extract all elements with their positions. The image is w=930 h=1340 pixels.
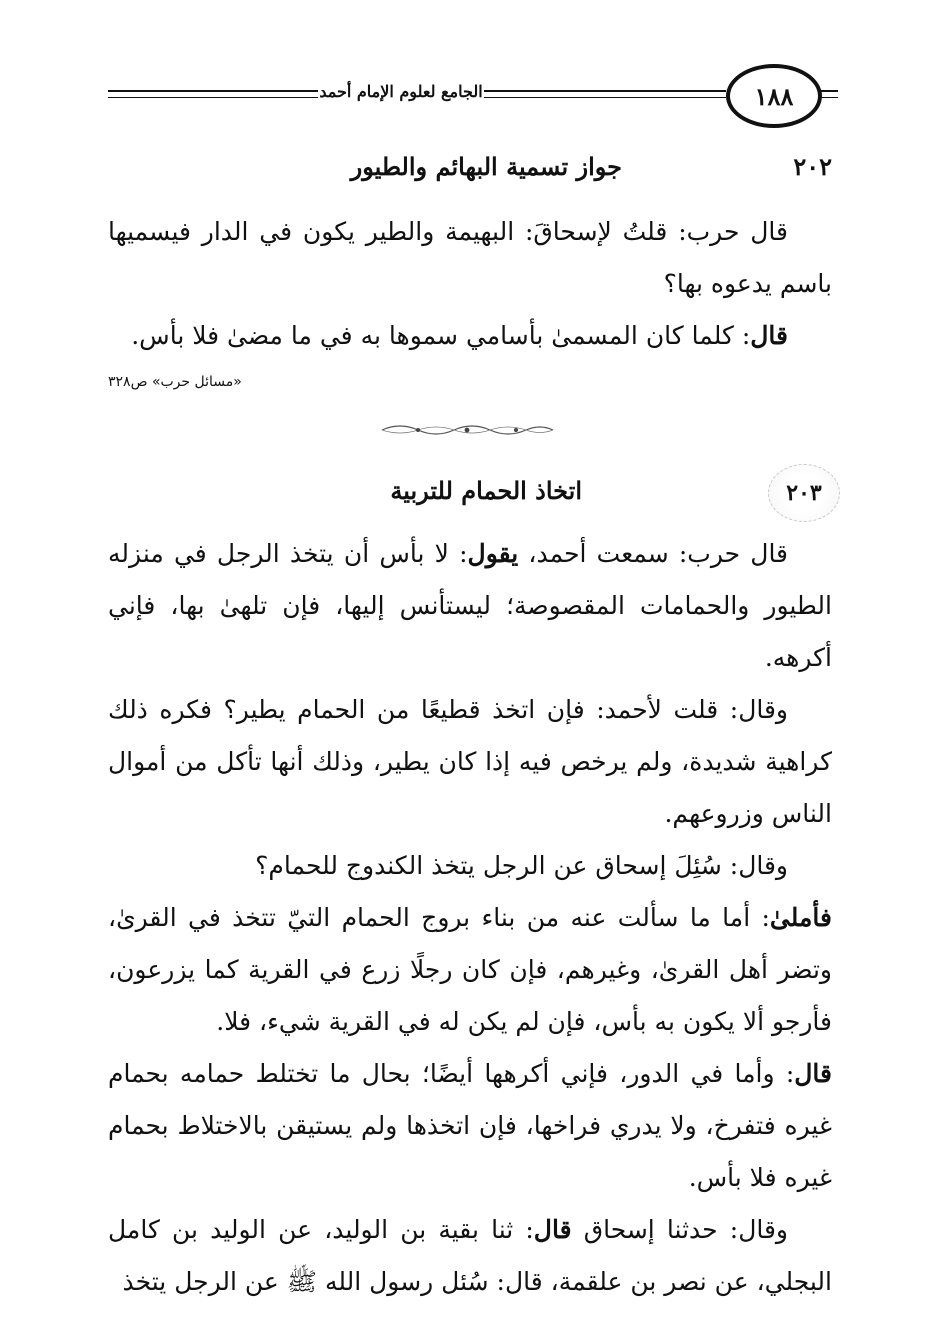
paragraph-text: : أما ما سألت عنه من بناء بروج الحمام التيّ تتخذ في القرىٰ، وتضر أهل القرىٰ، وغيرهم، فإن كان رجلًا زرع في القرية كما يزرعون، فأرجو ألا يكون به بأس، فإن لم يكن له في القرية شيء، فلا. <box>108 903 832 1036</box>
ornate-number-badge <box>768 464 840 522</box>
paragraph: وقال: قلت لأحمد: فإن اتخذ قطيعًا من الحمام يطير؟ فكره ذلك كراهية شديدة، ولم يرخص فيه إذا كان يطير، وذلك أنها تأكل من أموال الناس وزروعهم. <box>108 695 832 828</box>
paragraph <box>108 892 832 1048</box>
paragraph-text: : وأما في الدور، فإني أكرهها أيضًا؛ بحال ما تختلط حمامه بحمام غيره فتفرخ، ولا يدري فراخها، فإن اتخذها ولم يستيقن بالاختلاط بحمام غيره فلا بأس. <box>108 1059 832 1192</box>
section-202-body <box>108 206 832 362</box>
paragraph: قال حرب: قلتُ لإسحاقَ: البهيمة والطير يكون في الدار فيسميها باسم يدعوه بها؟ <box>108 217 832 298</box>
header-rule-right-top <box>820 90 838 92</box>
section-title: اتخاذ الحمام للتربية <box>390 476 582 505</box>
paragraph <box>108 1204 832 1308</box>
paragraph-text: : كلما كان المسمىٰ بأسامي سموها به في ما مضىٰ فلا بأس. <box>131 321 751 350</box>
running-head-title: الجامع لعلوم الإمام أحمد <box>319 82 483 101</box>
paragraph-text: قال حرب: سمعت أحمد، <box>518 539 789 568</box>
paragraph: وقال: سُئِلَ إسحاق عن الرجل يتخذ الكندوج للحمام؟ <box>255 851 788 880</box>
paragraph <box>108 528 832 684</box>
page-number: ١٨٨ <box>754 81 794 111</box>
section-title: جواز تسمية البهائم والطيور <box>350 152 622 181</box>
page-header <box>108 62 838 132</box>
speaker-label: قال <box>794 1059 832 1088</box>
speaker-label: قال <box>750 321 788 350</box>
section-number: ٢٠٣ <box>786 480 822 506</box>
section-203-body <box>108 528 832 1308</box>
paragraph <box>108 310 832 362</box>
header-rule-right-bottom <box>820 97 838 98</box>
section-number: ٢٠٢ <box>793 152 832 181</box>
speaker-label: يقول <box>467 539 519 568</box>
paragraph-text: : لا بأس أن يتخذ الرجل في منزله الطيور والحمامات المقصوصة؛ ليستأنس إليها، فإن تلهىٰ بها، فإني أكرهه. <box>108 539 832 672</box>
source-citation: «مسائل حرب» ص٣٢٨ <box>108 374 242 390</box>
paragraph-text: وقال: حدثنا إسحاق <box>571 1215 789 1244</box>
speaker-label: فأملىٰ <box>769 903 832 932</box>
ornament-divider-icon <box>380 422 555 438</box>
paragraph <box>108 1048 832 1204</box>
section-203-heading <box>108 476 832 516</box>
speaker-label: قال <box>533 1215 572 1244</box>
section-202-heading <box>108 152 832 192</box>
paragraph-text: : ثنا بقية بن الوليد، عن الوليد بن كامل البجلي، عن نصر بن علقمة، قال: سُئل رسول الله ﷺ عن الرجل يتخذ <box>108 1215 832 1296</box>
page-number-circle <box>726 64 822 128</box>
